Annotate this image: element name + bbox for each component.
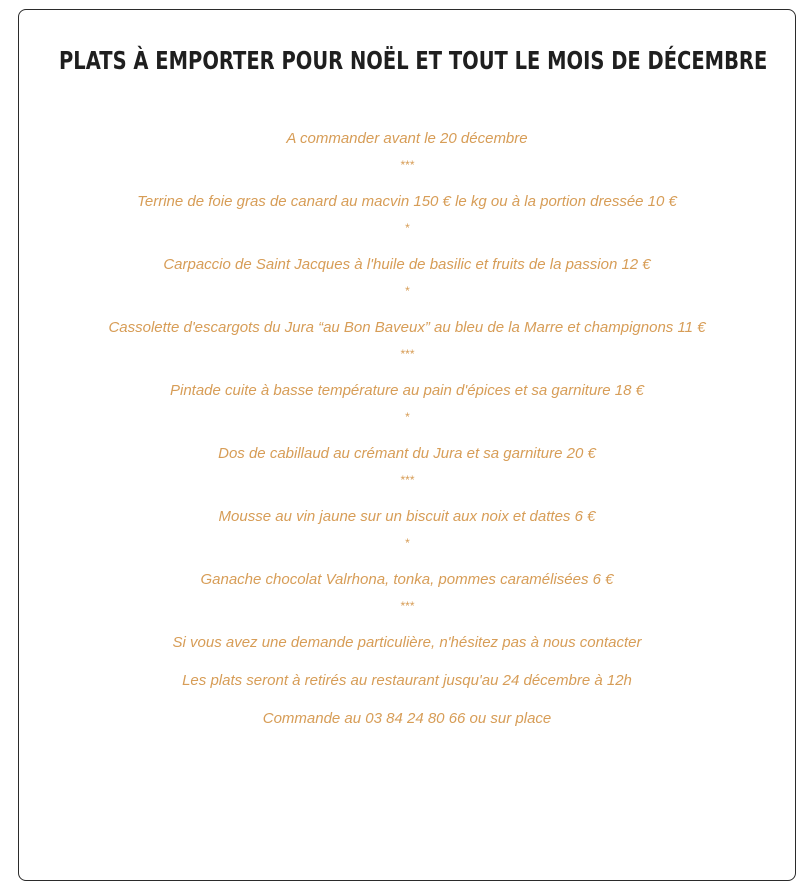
separator: * [404, 284, 410, 298]
menu-line: Terrine de foie gras de canard au macvin 150 € le kg ou à la portion dressée 10 € [137, 193, 677, 210]
separator: *** [399, 599, 414, 613]
menu-line: Les plats seront à retirés au restaurant jusqu'au 24 décembre à 12h [182, 672, 632, 689]
separator: * [404, 410, 410, 424]
separator: * [404, 221, 410, 235]
page-title: PLATS À EMPORTER POUR NOËL ET TOUT LE MOIS DE DÉCEMBRE [59, 46, 768, 75]
menu-card [18, 9, 796, 881]
separator: *** [399, 473, 414, 487]
menu-line: Cassolette d'escargots du Jura “au Bon Baveux” au bleu de la Marre et champignons 11 € [108, 319, 706, 336]
separator: * [404, 536, 410, 550]
menu-line: Commande au 03 84 24 80 66 ou sur place [262, 710, 552, 727]
separator: *** [399, 347, 414, 361]
menu-line: Mousse au vin jaune sur un biscuit aux noix et dattes 6 € [218, 508, 596, 525]
menu-line: A commander avant le 20 décembre [286, 130, 528, 147]
menu-line: Pintade cuite à basse température au pain d'épices et sa garniture 18 € [169, 382, 644, 399]
menu-line: Si vous avez une demande particulière, n'hésitez pas à nous contacter [172, 634, 642, 651]
menu-line: Ganache chocolat Valrhona, tonka, pommes caramélisées 6 € [200, 571, 614, 588]
separator: *** [399, 158, 414, 172]
menu-line: Dos de cabillaud au crémant du Jura et sa garniture 20 € [218, 445, 596, 462]
menu-line: Carpaccio de Saint Jacques à l'huile de basilic et fruits de la passion 12 € [163, 256, 651, 273]
